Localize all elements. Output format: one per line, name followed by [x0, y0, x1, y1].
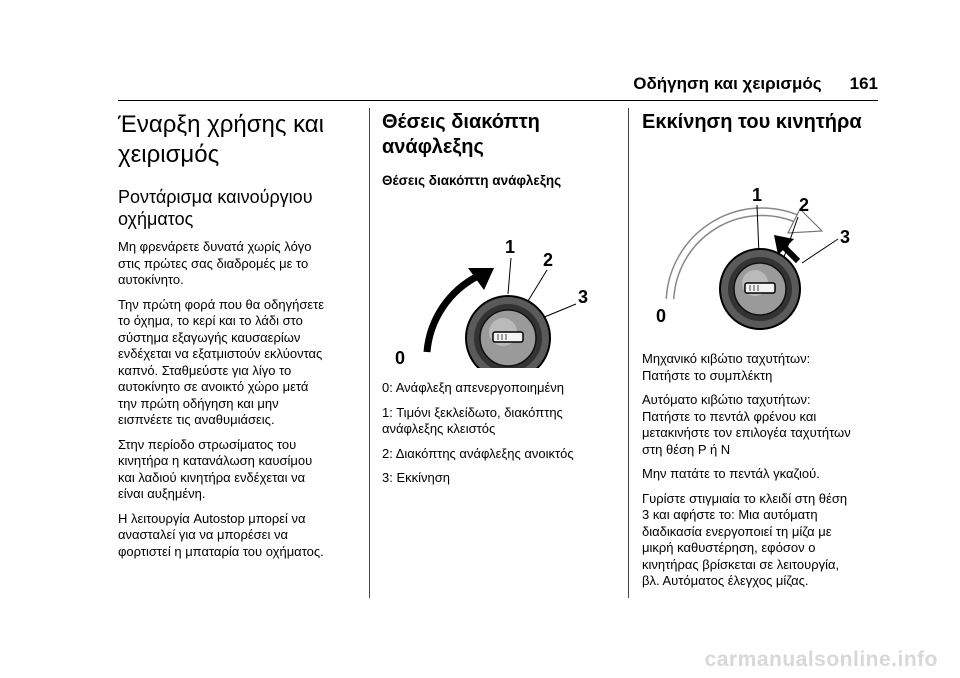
section-title: Θέσεις διακόπτη ανάφλεξης [382, 111, 540, 158]
column-2 [382, 110, 612, 495]
position-label-3: 3 [578, 287, 589, 307]
position-label-1: 1 [752, 185, 763, 205]
position-label-0: 0 [656, 306, 667, 326]
ignition-switch-figure [382, 198, 612, 368]
paragraph: Μηχανικό κιβώτιο ταχυτήτων: Πατήστε το συμπλέκτη [642, 351, 811, 383]
figure-caption: Θέσεις διακόπτη ανάφλεξης [382, 173, 562, 188]
position-label-1: 1 [505, 237, 516, 257]
paragraph: Μην πατάτε το πεντάλ γκαζιού. [642, 466, 820, 481]
header-title: Οδήγηση και χειρισμός [633, 74, 822, 93]
column-divider [628, 108, 629, 598]
position-label-3: 3 [840, 227, 851, 247]
list-item: 1: Τιμόνι ξεκλείδωτο, διακόπτης ανάφλεξης κλειστός [382, 404, 563, 436]
watermark: carmanualsonline.info [704, 648, 938, 671]
paragraph: Την πρώτη φορά που θα οδηγήσετε το όχημα, το κερί και το λάδι στο σύστημα εξαγωγής καυσαερίων ενδέχεται να εξατμιστούν εκλύοντας καπνό. Σταθμεύστε για λίγο το αυτοκίνητο σε ανοικτό χώρο μετά την πρώτη οδήγηση και μην εισπνέετε τις αναθυμιάσεις. [118, 296, 325, 427]
body-text [642, 351, 884, 590]
header-rule [118, 100, 878, 101]
column-1 [118, 110, 358, 568]
position-label-2: 2 [543, 250, 554, 270]
page-header [0, 74, 878, 94]
paragraph: Αυτόματο κιβώτιο ταχυτήτων: Πατήστε το πεντάλ φρένου και μετακινήστε τον επιλογέα ταχυτήτων στη θέση P ή N [642, 392, 851, 457]
column-3 [642, 110, 884, 598]
list-item: 0: Ανάφλεξη απενεργοποιημένη [382, 380, 564, 395]
position-label-0: 0 [395, 348, 406, 368]
engine-start-figure [642, 159, 882, 341]
position-list [382, 380, 612, 487]
paragraph: Μη φρενάρετε δυνατά χωρίς λόγο στις πρώτες σας διαδρομές με το αυτοκίνητο. [118, 239, 312, 287]
paragraph: Γυρίστε στιγμιαία το κλειδί στη θέση 3 και αφήστε το: Μια αυτόματη διαδικασία ενεργοποιεί τη μίζα με μικρή καθυστέρηση, εφόσον ο κινητήρας βρίσκεται σε λειτουργία, βλ. Αυτόματος έλεγχος μίζας. [642, 490, 848, 588]
page-number: 161 [849, 74, 878, 93]
paragraph: Στην περίοδο στρωσίματος του κινητήρα η κατανάλωση καυσίμου και λαδιού κινητήρα ενδέχεται να είναι αυξημένη. [118, 436, 313, 501]
section-title: Εκκίνηση του κινητήρα [642, 111, 862, 133]
list-item: 2: Διακόπτης ανάφλεξης ανοικτός [382, 445, 574, 461]
body-text [118, 239, 358, 560]
subsection-title: Ροντάρισμα καινούργιου οχήματος [118, 187, 313, 229]
list-item: 3: Εκκίνηση [382, 470, 450, 485]
column-divider [369, 108, 370, 598]
paragraph: Η λειτουργία Autostop μπορεί να ανασταλεί για να μπορέσει να φορτιστεί η μπαταρία του οχήματος. [118, 510, 324, 559]
position-label-2: 2 [799, 195, 810, 215]
section-title: Έναρξη χρήσης και χειρισμός [118, 111, 325, 168]
